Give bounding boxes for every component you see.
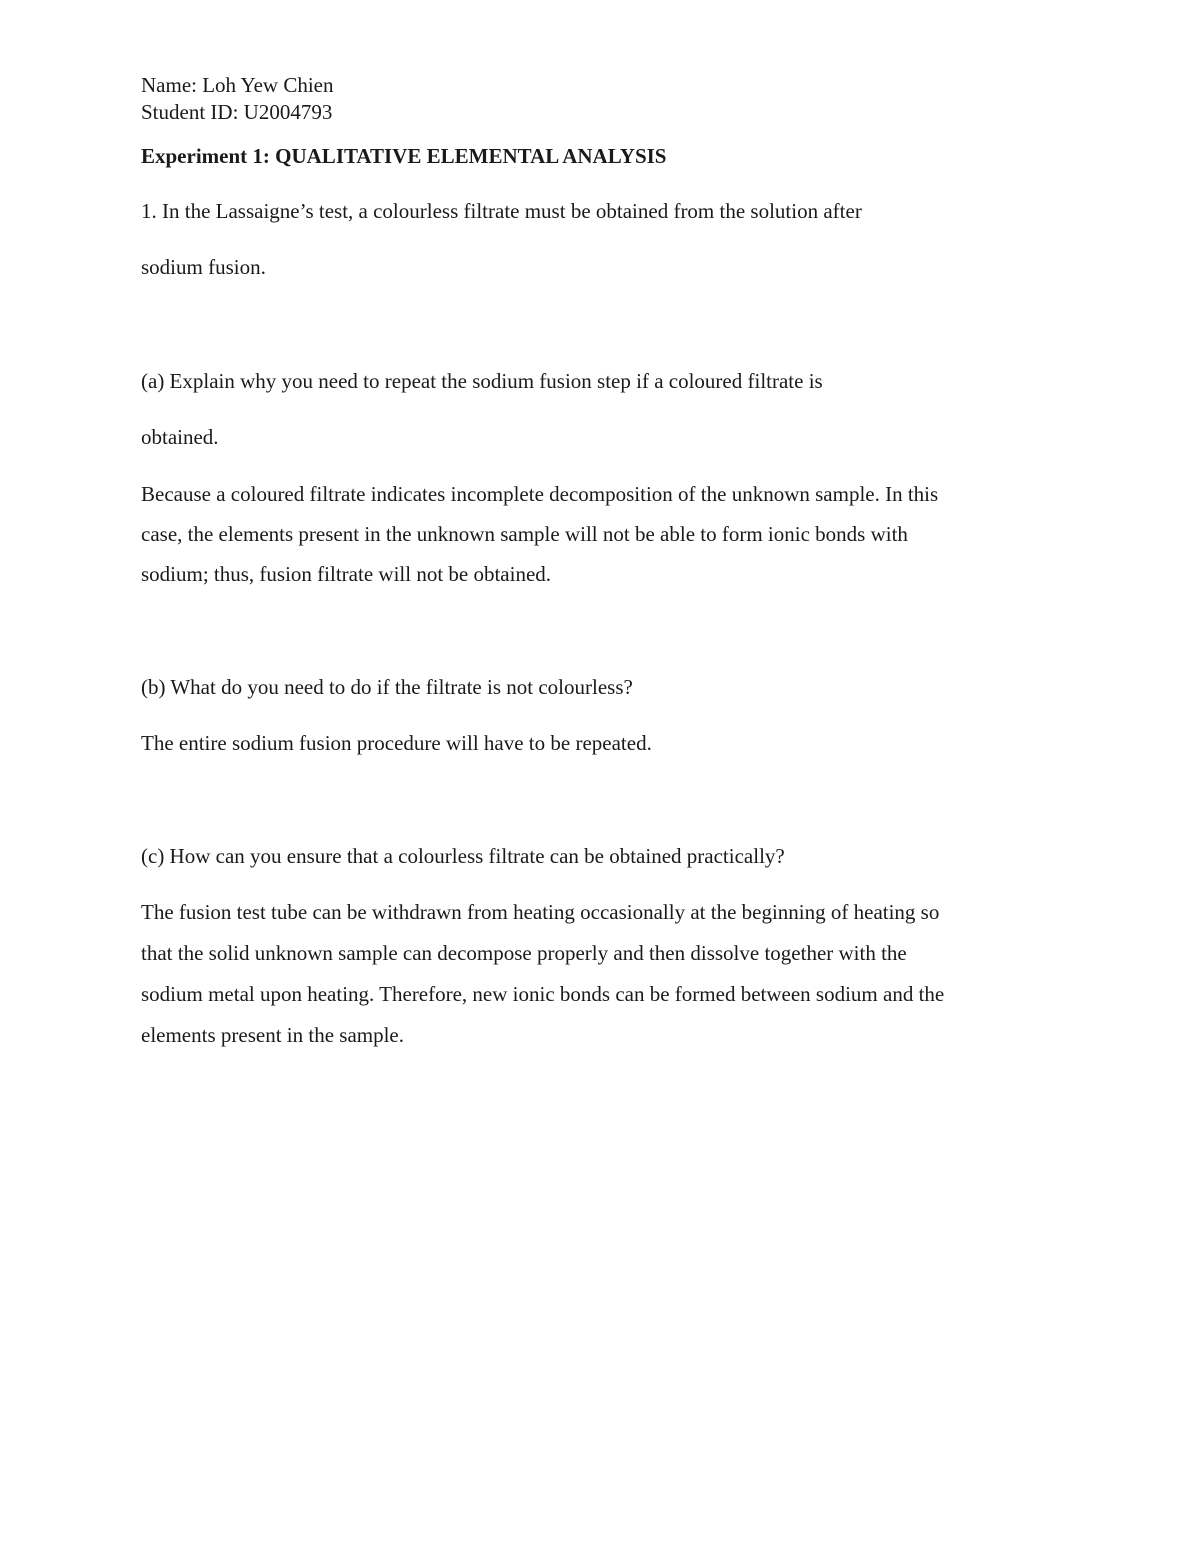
part-a-question-line-1: (a) Explain why you need to repeat the sodium fusion step if a coloured filtrate is	[141, 369, 823, 393]
student-id: Student ID: U2004793	[141, 100, 333, 124]
experiment-title: Experiment 1: QUALITATIVE ELEMENTAL ANALYSIS	[141, 144, 667, 168]
part-a-answer-line-3: sodium; thus, fusion filtrate will not be obtained.	[141, 562, 552, 586]
question-1-line-1: 1. In the Lassaigne’s test, a colourless filtrate must be obtained from the solution after	[141, 199, 862, 223]
part-c-question: (c) How can you ensure that a colourless filtrate can be obtained practically?	[141, 844, 785, 868]
part-c-answer-line-2: that the solid unknown sample can decompose properly and then dissolve together with the	[141, 941, 907, 965]
part-c-answer-line-3: sodium metal upon heating. Therefore, new ionic bonds can be formed between sodium and the	[141, 982, 945, 1006]
part-b-question: (b) What do you need to do if the filtrate is not colourless?	[141, 675, 633, 699]
student-name: Name: Loh Yew Chien	[141, 73, 334, 97]
part-c-answer-line-1: The fusion test tube can be withdrawn from heating occasionally at the beginning of heating so	[141, 900, 940, 924]
part-b-answer: The entire sodium fusion procedure will have to be repeated.	[141, 731, 652, 755]
question-1-line-2: sodium fusion.	[141, 255, 266, 279]
part-c-answer-line-4: elements present in the sample.	[141, 1023, 405, 1047]
part-a-answer-line-2: case, the elements present in the unknown sample will not be able to form ionic bonds with	[141, 522, 908, 546]
part-a-question-line-2: obtained.	[141, 425, 219, 449]
part-a-answer-line-1: Because a coloured filtrate indicates incomplete decomposition of the unknown sample. In this	[141, 482, 939, 506]
